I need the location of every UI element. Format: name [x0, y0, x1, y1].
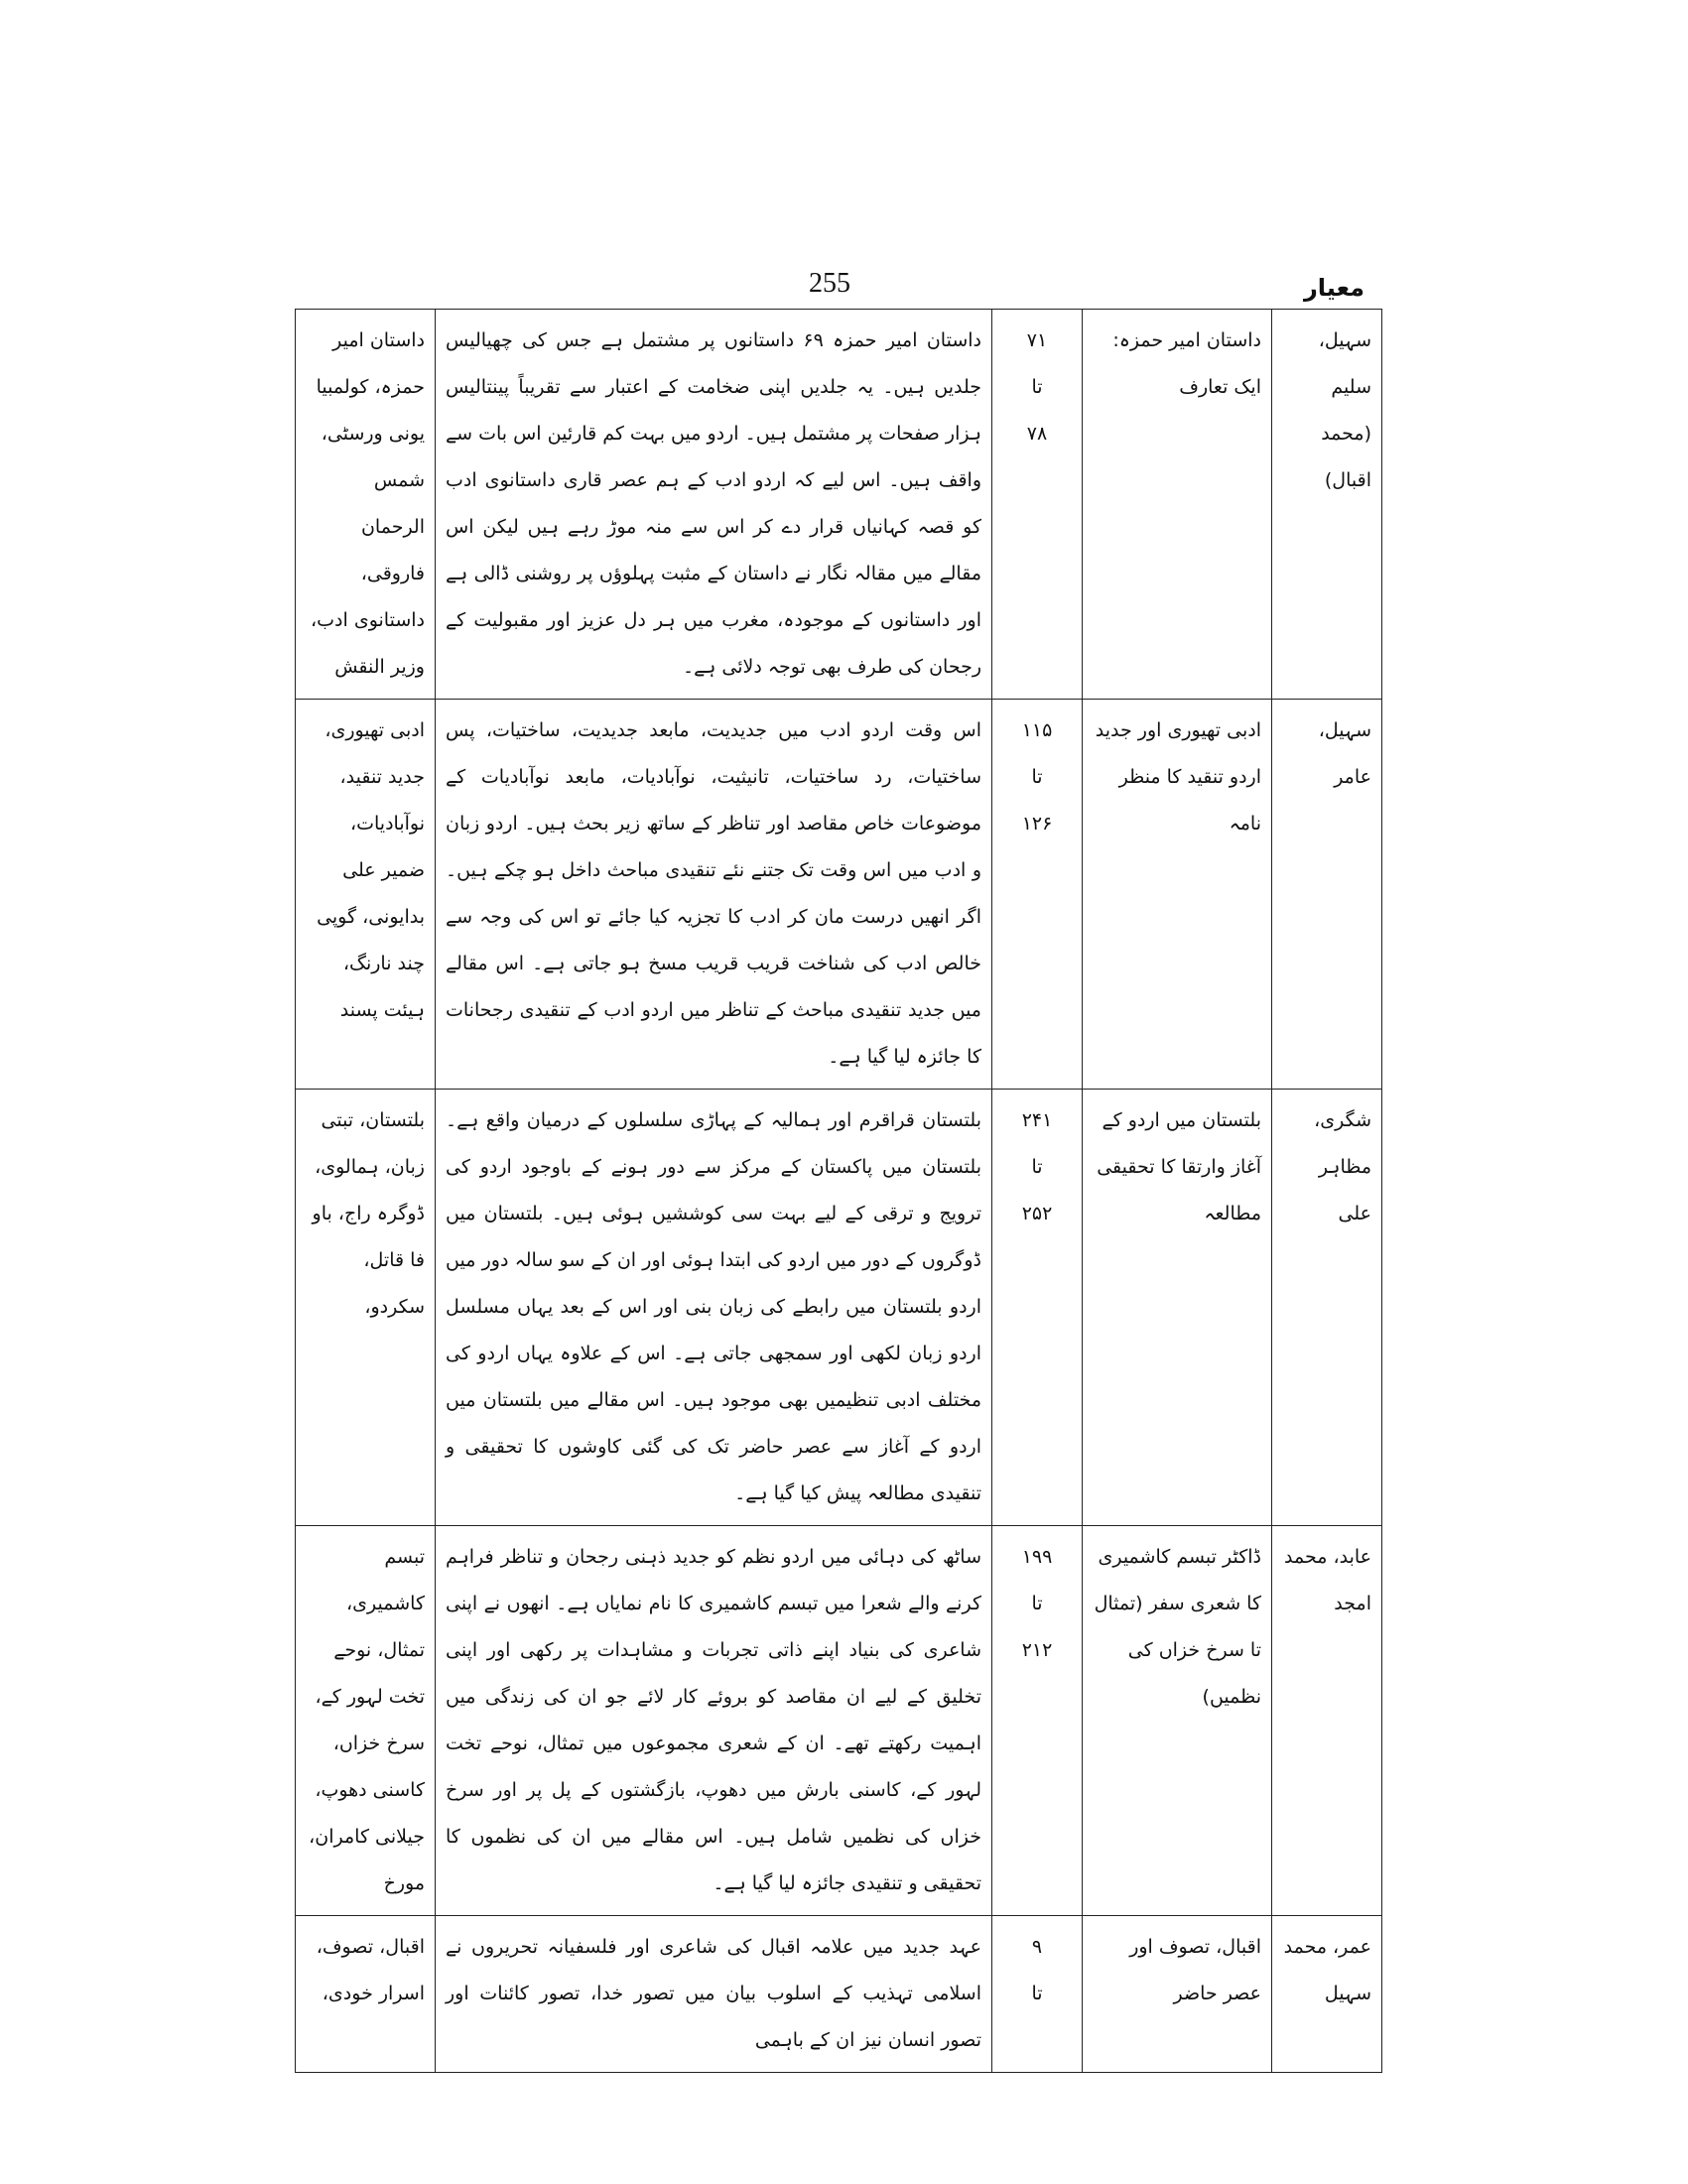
title-cell: داستان امیر حمزہ: ایک تعارف: [1083, 310, 1272, 700]
pages-separator: تا: [1031, 1593, 1043, 1614]
author-cell: عابد، محمد امجد: [1272, 1526, 1382, 1916]
bibliography-table: [295, 309, 1382, 2073]
summary-cell: داستان امیر حمزہ ۶۹ داستانوں پر مشتمل ہے جس کی چھیالیس جلدیں ہیں۔ یہ جلدیں اپنی ضخامت کے اعتبار سے تقریباً پینتالیس ہزار صفحات پر مشتمل ہیں۔ اردو میں بہت کم قارئین اس بات سے واقف ہیں۔ اس لیے کہ اردو ادب کے ہم عصر قاری داستانوی ادب کو قصہ کہانیاں قرار دے کر اس سے منہ موڑ رہے ہیں لیکن اس مقالے میں مقالہ نگار نے داستان کے مثبت پہلوؤں پر روشنی ڈالی ہے اور داستانوں کے موجودہ، مغرب میں ہر دل عزیز اور مقبولیت کے رجحان کی طرف بھی توجہ دلائی ہے۔: [436, 310, 992, 700]
pages-separator: تا: [1031, 1156, 1043, 1178]
author-cell: سہیل، عامر: [1272, 700, 1382, 1090]
pages-cell: [992, 1090, 1083, 1526]
keywords-cell: بلتستان، تبتی زبان، ہمالوی، ڈوگرہ راج، باو فا قاتل، سکردو،: [296, 1090, 436, 1526]
summary-cell: اس وقت اردو ادب میں جدیدیت، مابعد جدیدیت، ساختیات، پس ساختیات، رد ساختیات، تانیثیت، نوآبادیات، مابعد نوآبادیات کے موضوعات خاص مقاصد اور تناظر کے ساتھ زیر بحث ہیں۔ اردو زبان و ادب میں اس وقت تک جتنے نئے تنقیدی مباحث داخل ہو چکے ہیں۔ اگر انھیں درست مان کر ادب کا تجزیہ کیا جائے تو اس کی وجہ سے خالص ادب کی شناخت قریب قریب مسخ ہو جاتی ہے۔ اس مقالے میں جدید تنقیدی مباحث کے تناظر میں اردو ادب کے تنقیدی رجحانات کا جائزہ لیا گیا ہے۔: [436, 700, 992, 1090]
title-cell: ادبی تھیوری اور جدید اردو تنقید کا منظر نامہ: [1083, 700, 1272, 1090]
title-cell: ڈاکٹر تبسم کاشمیری کا شعری سفر (تمثال تا سرخ خزاں کی نظمیں): [1083, 1526, 1272, 1916]
table-row: [296, 1526, 1382, 1916]
pages-to: ۲۵۲: [1021, 1203, 1053, 1224]
page-number: 255: [809, 268, 850, 299]
keywords-cell: اقبال، تصوف، اسرار خودی،: [296, 1916, 436, 2073]
pages-separator: تا: [1031, 376, 1043, 398]
author-cell: شگری، مظاہر علی: [1272, 1090, 1382, 1526]
pages-separator: تا: [1031, 766, 1043, 788]
summary-cell: بلتستان قراقرم اور ہمالیہ کے پہاڑی سلسلوں کے درمیان واقع ہے۔ بلتستان میں پاکستان کے مرکز سے دور ہونے کے باوجود اردو کی ترویج و ترقی کے لیے بہت سی کوششیں ہوئی ہیں۔ بلتستان میں ڈوگروں کے دور میں اردو کی ابتدا ہوئی اور ان کے سو سالہ دور میں اردو بلتستان میں رابطے کی زبان بنی اور اس کے بعد یہاں مسلسل اردو زبان لکھی اور سمجھی جاتی ہے۔ اس کے علاوہ یہاں اردو کی مختلف ادبی تنظیمیں بھی موجود ہیں۔ اس مقالے میں بلتستان میں اردو کے آغاز سے عصر حاضر تک کی گئی کاوشوں کا تحقیقی و تنقیدی مطالعہ پیش کیا گیا ہے۔: [436, 1090, 992, 1526]
page-header: [295, 268, 1364, 306]
pages-from: ۹: [1031, 1936, 1043, 1958]
journal-name: معیار: [1303, 274, 1364, 302]
pages-from: ۱۹۹: [1021, 1546, 1053, 1568]
pages-separator: تا: [1031, 1983, 1043, 2004]
pages-to: ۷۸: [1026, 423, 1048, 445]
author-cell: سہیل، سلیم (محمد اقبال): [1272, 310, 1382, 700]
keywords-cell: تبسم کاشمیری، تمثال، نوحے تخت لہور کے، سرخ خزاں، کاسنی دھوپ، جیلانی کامران، مورخ: [296, 1526, 436, 1916]
title-cell: اقبال، تصوف اور عصر حاضر: [1083, 1916, 1272, 2073]
pages-cell: [992, 310, 1083, 700]
pages-cell: [992, 1916, 1083, 2073]
keywords-cell: داستان امیر حمزہ، کولمبیا یونی ورسٹی، شمس الرحمان فاروقی، داستانوی ادب، وزیر النقش: [296, 310, 436, 700]
pages-to: ۱۲۶: [1021, 813, 1053, 835]
title-cell: بلتستان میں اردو کے آغاز وارتقا کا تحقیقی مطالعہ: [1083, 1090, 1272, 1526]
pages-cell: [992, 700, 1083, 1090]
summary-cell: ساٹھ کی دہائی میں اردو نظم کو جدید ذہنی رجحان و تناظر فراہم کرنے والے شعرا میں تبسم کاشمیری کا نام نمایاں ہے۔ انھوں نے اپنی شاعری کی بنیاد اپنے ذاتی تجربات و مشاہدات پر رکھی اور اپنی تخلیق کے لیے ان مقاصد کو بروئے کار لائے جو ان کی زندگی میں اہمیت رکھتے تھے۔ ان کے شعری مجموعوں میں تمثال، نوحے تخت لہور کے، کاسنی بارش میں دھوپ، بازگشتوں کے پل پر اور سرخ خزاں کی نظمیں شامل ہیں۔ اس مقالے میں ان کی نظموں کا تحقیقی و تنقیدی جائزہ لیا گیا ہے۔: [436, 1526, 992, 1916]
author-cell: عمر، محمد سہیل: [1272, 1916, 1382, 2073]
summary-cell: عہد جدید میں علامہ اقبال کی شاعری اور فلسفیانہ تحریروں نے اسلامی تہذیب کے اسلوب بیان میں تصور خدا، تصور کائنات اور تصور انسان نیز ان کے باہمی: [436, 1916, 992, 2073]
table-row: [296, 310, 1382, 700]
table-row: [296, 1090, 1382, 1526]
keywords-cell: ادبی تھیوری، جدید تنقید، نوآبادیات، ضمیر علی بدایونی، گوپی چند نارنگ، ہیئت پسند: [296, 700, 436, 1090]
table-row: [296, 700, 1382, 1090]
pages-from: ۲۴۱: [1021, 1109, 1053, 1131]
pages-to: ۲۱۲: [1021, 1639, 1053, 1661]
pages-cell: [992, 1526, 1083, 1916]
table-row: [296, 1916, 1382, 2073]
pages-from: ۷۱: [1026, 329, 1048, 351]
pages-from: ۱۱۵: [1021, 719, 1053, 741]
